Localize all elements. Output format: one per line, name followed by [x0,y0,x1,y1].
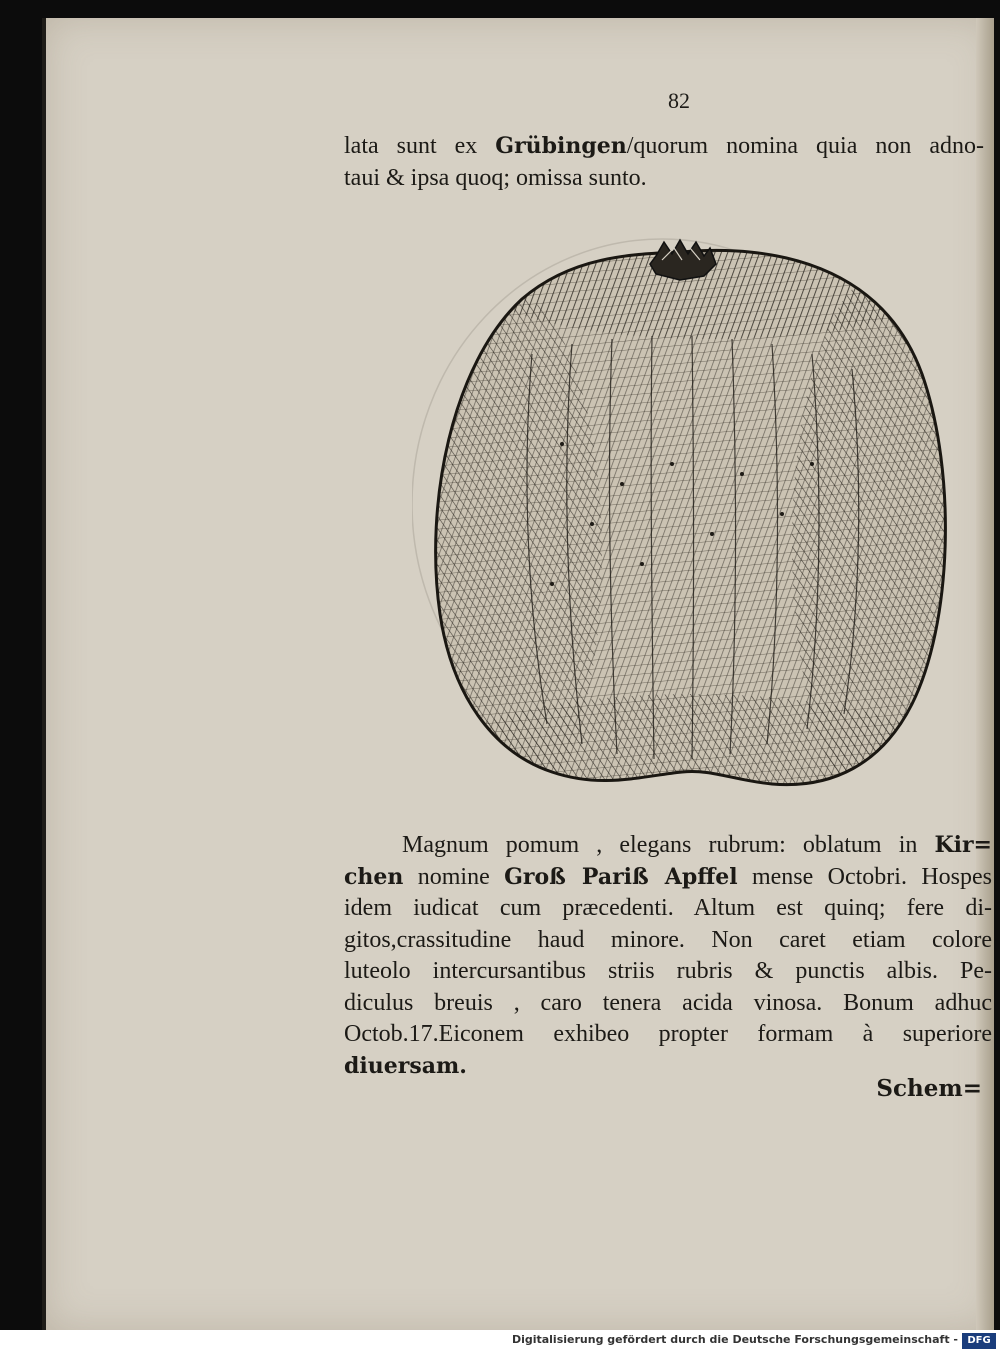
page-number: 82 [668,88,690,113]
top-paragraph [344,131,984,194]
text-line: gitos,crassitudine haud minore. Non caret etiam colore [344,926,992,953]
apple-calyx [650,240,716,280]
place-name: chen [344,863,404,890]
text-line: diuersam. [344,1052,467,1079]
text-line: chen nomine Groß Pariß Apffel mense Octobri. Hospes [344,863,992,890]
text-line: Magnum pomum , elegans rubrum: oblatum in Kir= [402,832,992,858]
text-line: lata sunt ex Grübingen/quorum nomina quia non adno- [344,133,985,159]
page-edge [976,18,994,1330]
text-line: idem iudicat cum præcedenti. Altum est quinq; fere di- [344,895,992,921]
text-line: diculus breuis , caro tenera acida vinosa. Bonum adhuc [344,989,992,1016]
catchword: Schem= [876,1075,982,1102]
text-line: Octob.17.Eiconem exhibeo propter formam à superiore [344,1021,992,1047]
place-name: Kir= [934,832,992,858]
digitization-footer [0,1330,1000,1353]
apple-variety-name: Groß Pariß Apffel [504,863,738,890]
dfg-logo[interactable]: DFG [962,1333,996,1349]
text-line: luteolo intercursantibus striis rubris & punctis albis. Pe- [344,958,992,984]
funding-credit: Digitalisierung gefördert durch die Deutsche Forschungsgemeinschaft - [511,1333,958,1346]
text-line: taui & ipsa quoq; omissa sunto. [344,164,647,191]
place-name: Grübingen [495,133,627,159]
description-paragraph [344,830,992,1082]
apple-woodcut [412,224,952,804]
book-page [42,18,994,1330]
